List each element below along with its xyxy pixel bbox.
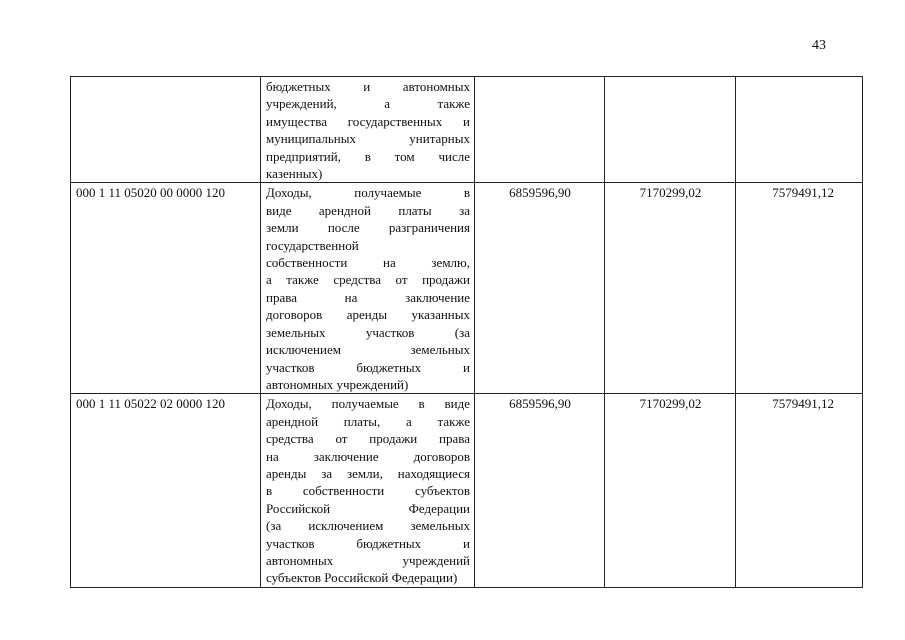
revenue-name-line: аренды за земли, находящиеся <box>266 465 470 481</box>
value-year1-cell: 6859596,90 <box>475 183 605 394</box>
revenue-name-line: договоров аренды указанных <box>266 307 470 323</box>
revenue-name-line: автономных учреждений <box>266 552 470 568</box>
revenue-name-line: участков бюджетных и <box>266 359 470 375</box>
revenue-name-line: права на заключение <box>266 289 470 305</box>
revenue-name-line: автономных учреждений) <box>266 376 409 392</box>
value-year1-cell: 6859596,90 <box>475 394 605 587</box>
budget-revenue-table <box>70 76 863 588</box>
revenue-name-line: (за исключением земельных <box>266 518 470 534</box>
revenue-name-line: казенных) <box>266 166 323 182</box>
revenue-name-line: предприятий, в том числе <box>266 148 470 164</box>
revenue-name-cell <box>261 183 475 394</box>
table-row <box>71 77 863 183</box>
revenue-name-line: бюджетных и автономных <box>266 79 470 94</box>
revenue-name-line: муниципальных унитарных <box>266 131 470 147</box>
revenue-name-line: государственной <box>266 237 359 253</box>
revenue-name-line: на заключение договоров <box>266 448 470 464</box>
revenue-name-line: собственности на землю, <box>266 255 470 271</box>
value-year1-cell <box>475 77 605 183</box>
value-year2-cell: 7170299,02 <box>605 183 736 394</box>
value-year3-cell <box>736 77 863 183</box>
revenue-name-line: а также средства от продажи <box>266 272 470 288</box>
revenue-name-line: земли после разграничения <box>266 220 470 236</box>
revenue-name-line: имущества государственных и <box>266 113 470 129</box>
revenue-name-line: средства от продажи права <box>266 431 470 447</box>
page-number: 43 <box>812 38 826 53</box>
value-year2-cell <box>605 77 736 183</box>
revenue-name-line: виде арендной платы за <box>266 202 470 218</box>
revenue-name-line: Доходы, получаемые в виде <box>266 396 470 412</box>
revenue-name-line: земельных участков (за <box>266 324 470 340</box>
value-year2-cell: 7170299,02 <box>605 394 736 587</box>
revenue-name-line: в собственности субъектов <box>266 483 470 499</box>
revenue-name-line: Российской Федерации <box>266 500 470 516</box>
revenue-name-cell <box>261 77 475 183</box>
value-year3-cell: 7579491,12 <box>736 183 863 394</box>
revenue-name-line: учреждений, а также <box>266 96 470 112</box>
revenue-name-line: исключением земельных <box>266 342 470 358</box>
revenue-name-line: Доходы, получаемые в <box>266 185 470 201</box>
revenue-code-cell: 000 1 11 05022 02 0000 120 <box>71 394 261 587</box>
revenue-name-line: субъектов Российской Федерации) <box>266 570 458 586</box>
value-year3-cell: 7579491,12 <box>736 394 863 587</box>
revenue-name-line: арендной платы, а также <box>266 413 470 429</box>
table-row <box>71 183 863 394</box>
table-row <box>71 394 863 587</box>
revenue-name-cell <box>261 394 475 587</box>
revenue-name-line: участков бюджетных и <box>266 535 470 551</box>
revenue-code-cell <box>71 77 261 183</box>
revenue-code-cell: 000 1 11 05020 00 0000 120 <box>71 183 261 394</box>
